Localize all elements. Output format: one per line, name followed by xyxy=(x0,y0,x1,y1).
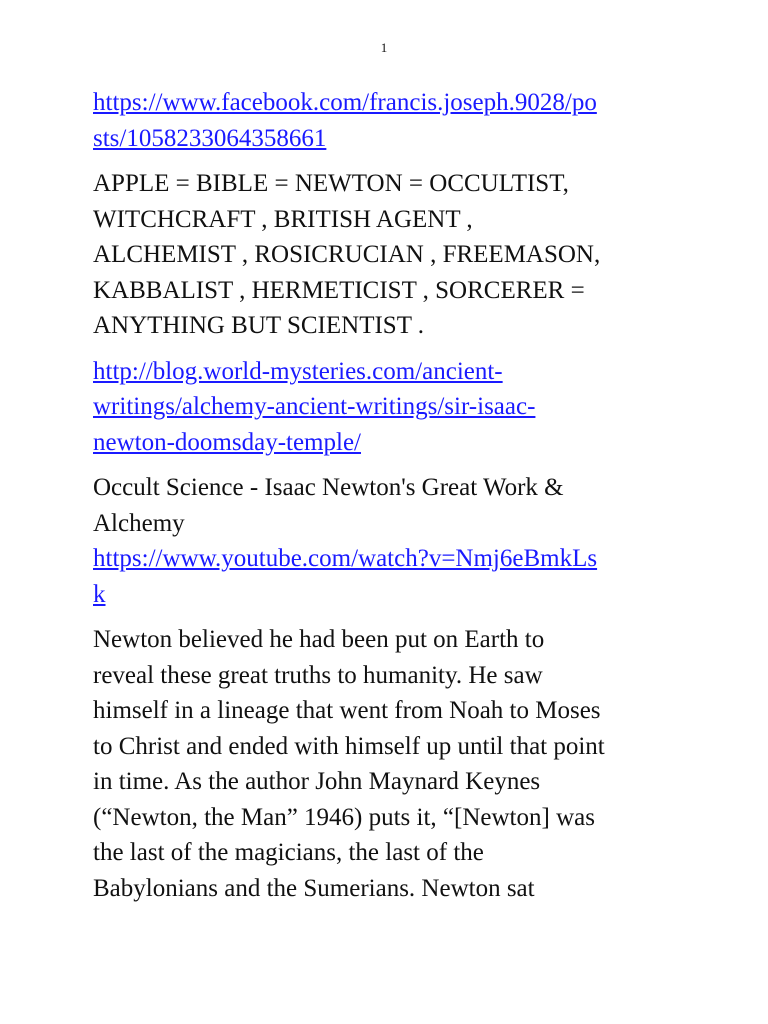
occult-science-paragraph xyxy=(93,470,678,612)
page-number: 1 xyxy=(380,40,388,55)
apple-line-5: ANYTHING BUT SCIENTIST . xyxy=(93,312,425,339)
newton-line-1: Newton believed he had been put on Earth to xyxy=(93,626,545,653)
newton-line-2: reveal these great truths to humanity. He saw xyxy=(93,661,543,689)
youtube-link[interactable] xyxy=(93,541,678,612)
occult-title-line-2: Alchemy xyxy=(93,509,185,537)
newton-line-4: to Christ and ended with himself up until that point xyxy=(93,732,605,760)
world-mysteries-link-line-3: newton-doomsday-temple/ xyxy=(93,428,361,456)
newton-line-6: (“Newton, the Man” 1946) puts it, “[Newton] was xyxy=(93,803,595,831)
facebook-link-line-2: sts/1058233064358661 xyxy=(93,124,327,152)
newton-line-8: Babylonians and the Sumerians. Newton sat xyxy=(93,874,535,902)
document-body xyxy=(93,85,678,916)
apple-line-1: APPLE = BIBLE = NEWTON = OCCULTIST, xyxy=(93,170,569,197)
apple-line-4: KABBALIST , HERMETICIST , SORCERER = xyxy=(93,276,585,304)
apple-line-3: ALCHEMIST , ROSICRUCIAN , FREEMASON, xyxy=(93,241,601,268)
facebook-link-paragraph xyxy=(93,85,678,156)
newton-line-7: the last of the magicians, the last of the xyxy=(93,839,484,866)
apple-line-2: WITCHCRAFT , BRITISH AGENT , xyxy=(93,205,473,233)
newton-line-5: in time. As the author John Maynard Keynes xyxy=(93,768,541,795)
world-mysteries-link[interactable] xyxy=(93,354,678,461)
world-mysteries-link-paragraph xyxy=(93,354,678,461)
apple-bible-newton-paragraph xyxy=(93,166,678,344)
newton-line-3: himself in a lineage that went from Noah to Moses xyxy=(93,697,601,724)
world-mysteries-link-line-1: http://blog.world-mysteries.com/ancient- xyxy=(93,357,503,385)
youtube-link-line-1: https://www.youtube.com/watch?v=Nmj6eBmkLs xyxy=(93,545,598,572)
occult-title-line-1: Occult Science - Isaac Newton's Great Work & xyxy=(93,474,564,501)
youtube-link-line-2: k xyxy=(93,580,106,608)
facebook-link[interactable] xyxy=(93,85,678,156)
facebook-link-line-1: https://www.facebook.com/francis.joseph.9028/po xyxy=(93,89,597,116)
newton-paragraph xyxy=(93,622,678,906)
world-mysteries-link-line-2: writings/alchemy-ancient-writings/sir-isaac- xyxy=(93,393,536,420)
